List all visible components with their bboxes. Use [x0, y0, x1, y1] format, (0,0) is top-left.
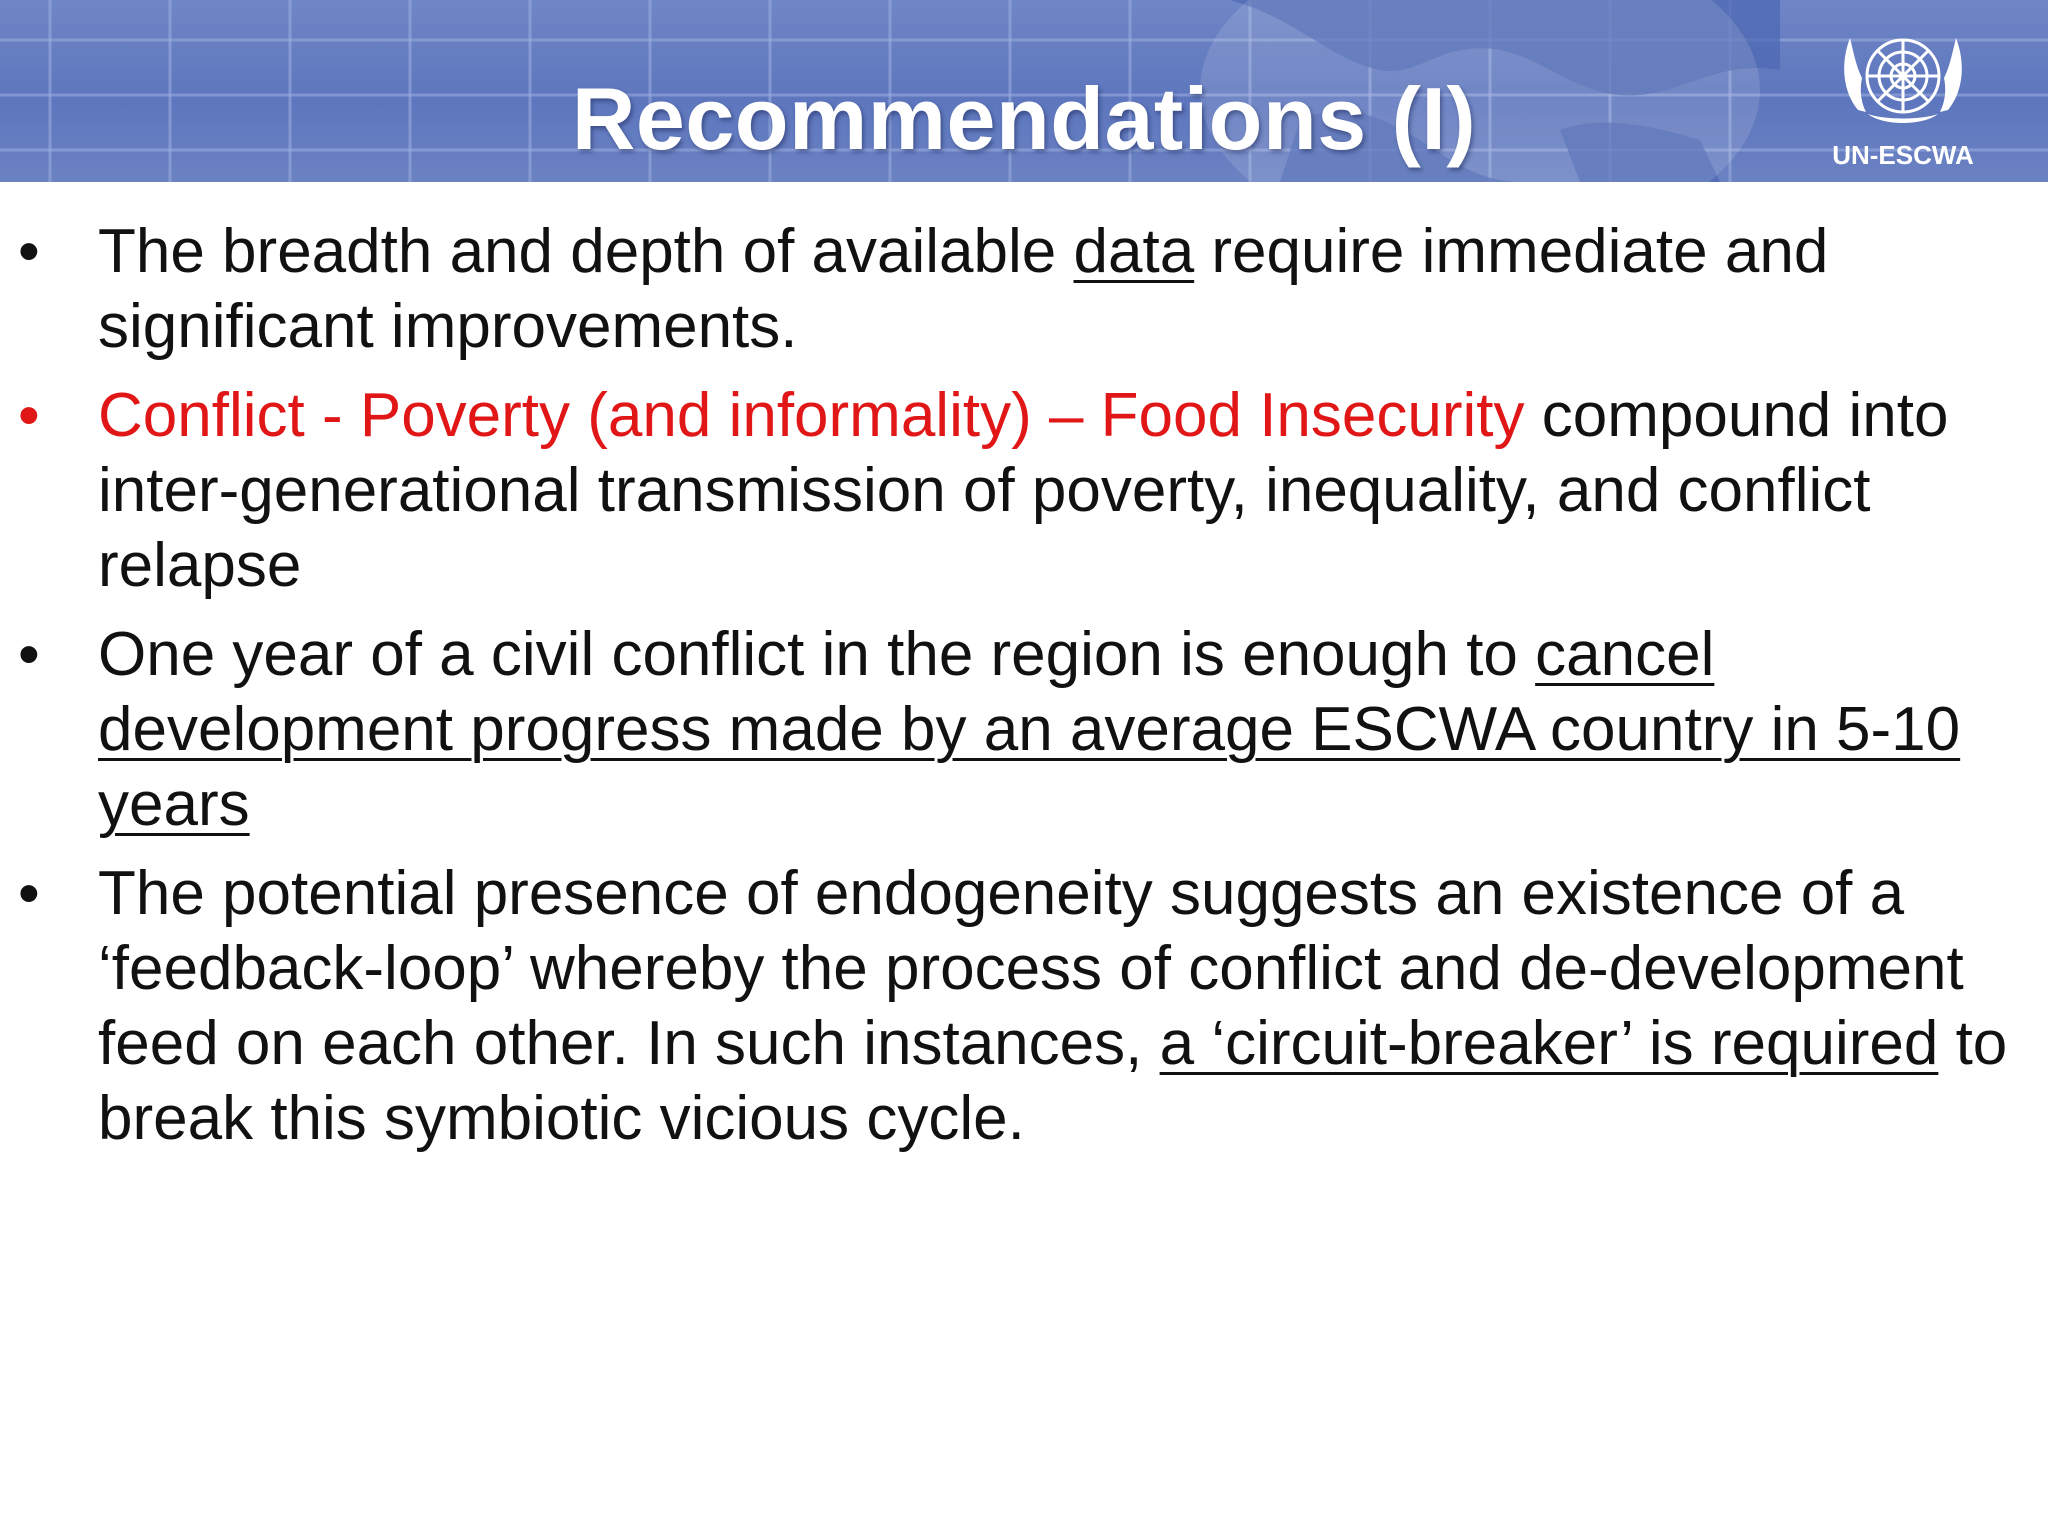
bullet-item-4 — [0, 856, 2048, 1156]
un-escwa-logo — [1818, 14, 1988, 174]
slide-title: Recommendations (I) — [571, 69, 1477, 168]
bullet-text: The potential presence of endogeneity suggests an existence of a ‘feedback-loop’ whereby the process of conflict and de-development feed on each other. In such instances, — [98, 859, 1964, 1078]
bullet-text: require immediate and significant improvements. — [98, 217, 1829, 361]
slide-header — [0, 0, 2048, 182]
bullet-item-3 — [0, 617, 2048, 842]
bullet-item-1 — [0, 214, 2048, 364]
bullet-text: to break this symbiotic vicious cycle. — [98, 1009, 2008, 1153]
bullet-marker: • — [18, 381, 40, 450]
bullet-underlined-text: data — [1073, 217, 1195, 286]
logo-text: UN-ESCWA — [1832, 140, 1974, 170]
un-emblem-icon — [1818, 14, 1988, 140]
bullet-item-2 — [0, 378, 2048, 603]
bullet-underlined-text: a ‘circuit-breaker’ is required — [1159, 1009, 1939, 1078]
bullet-marker: • — [18, 217, 40, 286]
bullet-list — [0, 214, 2048, 1170]
bullet-text: compound into inter-generational transmission of poverty, inequality, and conflict relapse — [98, 381, 1949, 600]
bullet-highlight-text: Conflict - Poverty (and informality) – Food Insecurity — [98, 381, 1525, 450]
bullet-underlined-text: cancel development progress made by an average ESCWA country in 5-10 years — [98, 620, 1961, 839]
bullet-marker: • — [18, 859, 40, 928]
bullet-text: The breadth and depth of available — [98, 217, 1074, 286]
bullet-text: One year of a civil conflict in the region is enough to — [98, 620, 1536, 689]
bullet-marker: • — [18, 620, 40, 689]
